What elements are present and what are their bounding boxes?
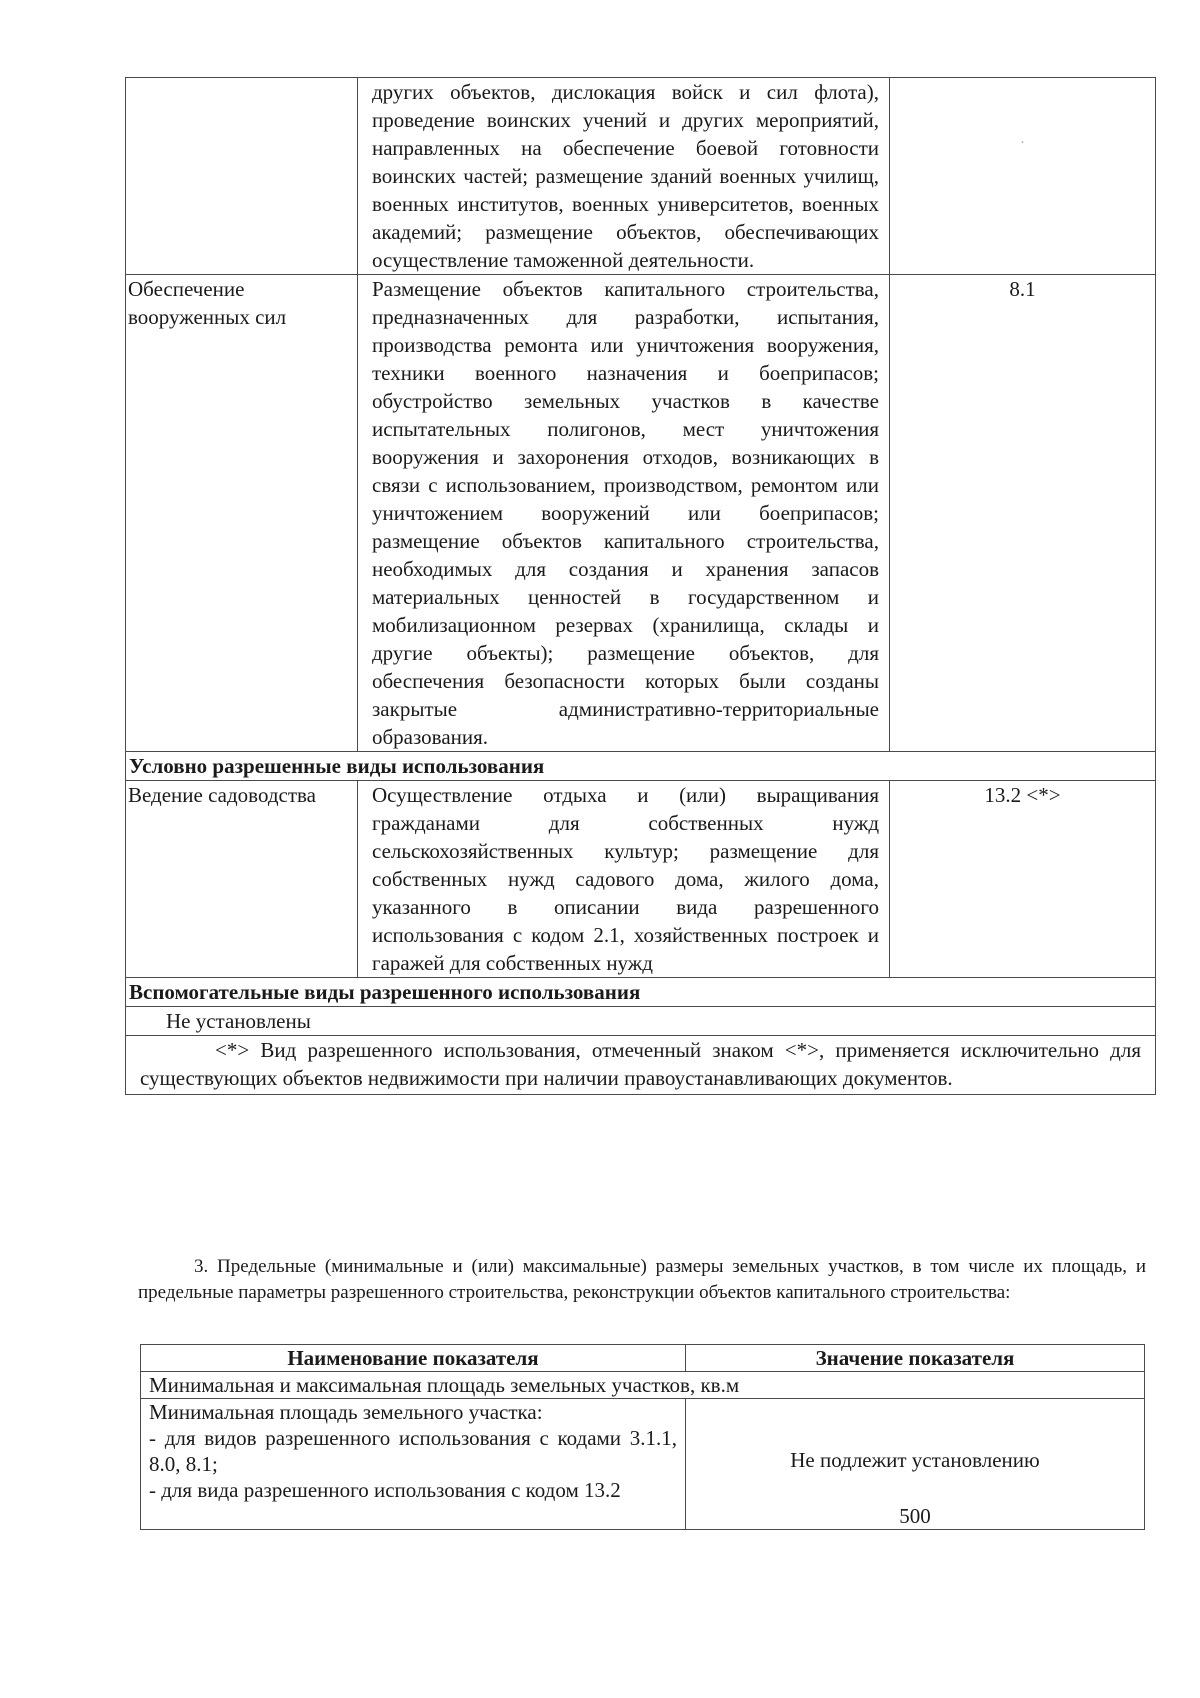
header-indicator-name: Наименование показателя: [141, 1345, 686, 1372]
use-description-cell: Осуществление отдыха и (или) выращивания гражданами для собственных нужд сельскохозяйственных культур; размещение для собственных нужд садового дома, жилого дома, указанного в описании вида разрешенного использования с кодом 2.1, хозяйственных построек и гаражей для собственных нужд: [358, 781, 890, 978]
table-row: [126, 275, 1156, 752]
use-name-cell: Обеспечение вооруженных сил: [126, 275, 358, 752]
value-not-subject: Не подлежит установлению: [790, 1448, 1040, 1472]
value-cell: [686, 1399, 1145, 1530]
table-row: [141, 1399, 1145, 1530]
section-title-auxiliary: Вспомогательные виды разрешенного использования: [126, 978, 1156, 1007]
not-established-cell: Не установлены: [126, 1007, 1156, 1036]
table-header-row: [141, 1345, 1145, 1372]
section-header-row: [126, 978, 1156, 1007]
scan-speck: ·: [1020, 136, 1025, 151]
group-area-cell: Минимальная и максимальная площадь земельных участков, кв.м: [141, 1372, 1145, 1399]
value-500: 500: [899, 1504, 931, 1528]
use-description-cell: других объектов, дислокация войск и сил флота), проведение воинских учений и других мероприятий, направленных на обеспечение боевой готовности воинских частей; размещение зданий военных училищ, военных институтов, военных университетов, военных академий; размещение объектов, обеспечивающих осуществление таможенной деятельности.: [358, 78, 890, 275]
section-header-row: [126, 752, 1156, 781]
parameters-table: [140, 1344, 1145, 1530]
table-row: [126, 78, 1156, 275]
use-code-cell: 8.1: [890, 275, 1156, 752]
footnote-row: [126, 1036, 1156, 1095]
use-name-cell: [126, 78, 358, 275]
min-area-cell: Минимальная площадь земельного участка: - для видов разрешенного использования с кодами 3.1.1, 8.0, 8.1; - для вида разрешенного использования с кодом 13.2: [141, 1399, 686, 1530]
use-description-cell: Размещение объектов капитального строительства, предназначенных для разработки, испытания, производства ремонта или уничтожения вооружения, техники военного назначения и боеприпасов; обустройство земельных участков в качестве испытательных полигонов, мест уничтожения вооружения и захоронения отходов, возникающих в связи с использованием, производством, ремонтом или уничтожением вооружений или боеприпасов; размещение объектов капитального строительства, необходимых для создания и хранения запасов материальных ценностей в государственном и мобилизационном резервах (хранилища, склады и другие объекты); размещение объектов, для обеспечения безопасности которых были созданы закрытые административно-территориальные образования.: [358, 275, 890, 752]
use-code-cell: [890, 78, 1156, 275]
land-use-table: [125, 77, 1156, 1095]
use-code-cell: 13.2 <*>: [890, 781, 1156, 978]
table-row: [126, 781, 1156, 978]
footnote-cell: <*> Вид разрешенного использования, отмеченный знаком <*>, применяется исключительно для существующих объектов недвижимости при наличии правоустанавливающих документов.: [126, 1036, 1156, 1095]
section-title-conditional: Условно разрешенные виды использования: [126, 752, 1156, 781]
header-indicator-value: Значение показателя: [686, 1345, 1145, 1372]
paragraph-3: 3. Предельные (минимальные и (или) максимальные) размеры земельных участков, в том числе их площадь, и предельные параметры разрешенного строительства, реконструкции объектов капитального строительства:: [138, 1256, 1146, 1303]
use-name-cell: Ведение садоводства: [126, 781, 358, 978]
group-row: [141, 1372, 1145, 1399]
table-row: [126, 1007, 1156, 1036]
